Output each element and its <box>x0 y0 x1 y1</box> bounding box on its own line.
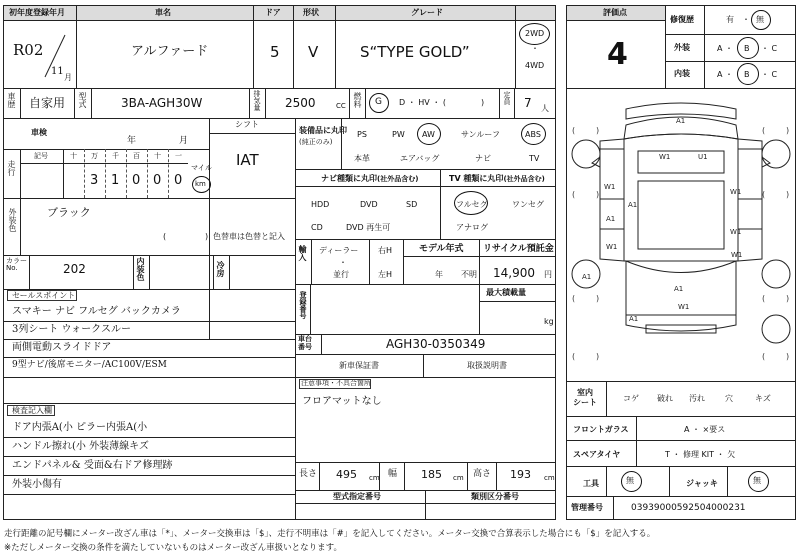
inspector-line-4: 外装小傷有 <box>12 479 62 490</box>
equip-abs: ABS <box>525 130 541 139</box>
color-label: 外装色 <box>8 208 17 232</box>
odometer-digit: 0 <box>153 173 162 188</box>
windshield <box>638 151 724 173</box>
bracket-bl: ( <box>572 294 576 303</box>
first-reg-era: R02 <box>13 41 44 59</box>
doors: 5 <box>270 43 280 61</box>
tv-header: TV 種類に丸印(社外品含む) <box>449 174 545 183</box>
mark-11: W1 <box>731 251 743 259</box>
model-year-unknown: 不明 <box>461 270 477 279</box>
svg-text:): ) <box>596 126 600 135</box>
svg-text:): ) <box>786 352 790 361</box>
notes-value: フロアマットなし <box>302 396 382 407</box>
height: 193 <box>510 468 531 481</box>
exterior-c: ・ C <box>761 44 778 53</box>
navi-hdd: HDD <box>311 200 330 209</box>
shape: V <box>308 43 319 61</box>
shift-label: シフト <box>235 120 259 129</box>
odometer-digit-label: 千 <box>112 152 119 160</box>
svg-text:): ) <box>786 190 790 199</box>
color-note: 色替車は色替と記入 <box>213 232 285 241</box>
interior-label: 内装 <box>674 69 690 78</box>
odometer-digit-label: 百 <box>133 152 140 160</box>
exterior-a: A ・ <box>717 44 734 53</box>
odometer-digit: 3 <box>90 173 99 188</box>
fuel-d: D ・ HV ・ ( <box>399 98 446 107</box>
drive-4wd: 4WD <box>525 61 545 70</box>
person-unit: 人 <box>541 104 549 113</box>
odometer-digit-label: 十 <box>70 152 77 160</box>
interior-sheet-option: 汚れ <box>689 394 705 403</box>
mileage-unit-label: マイル <box>191 164 212 172</box>
navi-dvd: DVD <box>360 200 378 209</box>
mark-9: W1 <box>606 243 618 251</box>
odometer-divider <box>84 149 85 198</box>
odometer-digit: 0 <box>174 173 183 188</box>
import-left-h: 左H <box>378 270 393 279</box>
repair-yes: 有 <box>726 15 734 24</box>
width-label: 幅 <box>388 469 398 479</box>
interior-sheet-option: キズ <box>755 394 771 403</box>
odometer-divider <box>168 149 169 198</box>
mark-10: A1 <box>582 273 592 281</box>
windshield-value: A ・ ×要ス <box>684 425 726 434</box>
door-label: ドア <box>265 8 281 17</box>
warranty: 新車保証書 <box>339 361 379 370</box>
jack-label: ジャッキ <box>686 479 718 488</box>
equip-tv: TV <box>529 154 540 163</box>
cc-unit: CC <box>336 102 346 110</box>
chassis-no: AGH30-0350349 <box>386 337 486 351</box>
width: 185 <box>421 468 442 481</box>
mark-13: W1 <box>678 303 690 311</box>
mark-7: A1 <box>606 215 616 223</box>
navi-header: ナビ種類に丸印(社外品含む) <box>321 174 419 183</box>
tv-analog: アナログ <box>456 223 488 232</box>
notes-label: 注意事項・不具合箇所 <box>301 379 371 387</box>
wheel-rear-right <box>762 260 790 288</box>
mark-5: W1 <box>730 188 742 196</box>
bracket-xl: ( <box>572 352 576 361</box>
tools-label: 工具 <box>583 479 599 488</box>
svg-text:): ) <box>596 190 600 199</box>
interior-a: A ・ <box>717 70 734 79</box>
displacement-label: 排気量 <box>253 90 261 111</box>
usage-label: 車歴 <box>7 92 16 108</box>
height-cm: cm <box>544 474 555 482</box>
navi-sd: SD <box>406 200 418 209</box>
windshield-label: フロントガラス <box>573 425 629 434</box>
kg-unit: kg <box>544 317 554 326</box>
color-no-label: カラー No. <box>6 257 27 272</box>
sales-point-1: スマキー ナビ フルセグ バックカメラ <box>12 306 181 317</box>
equipment-sub: (純正のみ) <box>299 138 333 146</box>
first-reg-month: 11 <box>51 66 64 77</box>
color-paren-close: ) <box>205 232 209 241</box>
drive-2wd: 2WD <box>525 29 545 38</box>
odometer-digit-label: 万 <box>91 152 98 160</box>
mileage-sub: 記号 <box>34 152 48 160</box>
color-no: 202 <box>63 262 86 276</box>
recycle-label: リサイクル預託金 <box>483 244 554 254</box>
grade-label: グレード <box>411 8 443 17</box>
cooler-label: 冷房 <box>216 261 225 277</box>
score-label: 評価点 <box>603 8 627 17</box>
wheel-front-right <box>762 140 790 168</box>
interior-sheet-option: 穴 <box>725 394 733 403</box>
repair-no: 無 <box>756 15 764 24</box>
equip-airbag: エアバッグ <box>400 154 440 163</box>
odometer-digit: 0 <box>132 173 141 188</box>
equip-pw: PW <box>392 130 405 139</box>
month-unit: 月 <box>64 73 72 82</box>
score: 4 <box>607 37 628 72</box>
equipment-label: 装備品に丸印 <box>299 126 347 135</box>
import-label: 輸入 <box>298 245 307 261</box>
import-parallel: 並行 <box>333 270 349 279</box>
interior-b: B <box>744 70 750 79</box>
inspection-label: 車検 <box>31 128 47 137</box>
spare-label: スペアタイヤ <box>573 450 621 459</box>
displacement: 2500 <box>285 96 316 110</box>
bracket-tr: ( <box>762 126 766 135</box>
model: 3BA-AGH30W <box>121 96 203 110</box>
inspection-year: 年 <box>127 136 137 146</box>
color-value: ブラック <box>47 206 91 219</box>
inspector-tag <box>7 405 55 416</box>
height-label: 高さ <box>473 469 492 479</box>
max-load-label: 最大積載量 <box>486 288 526 297</box>
odometer-divider <box>126 149 127 198</box>
svg-text:): ) <box>786 294 790 303</box>
shift: IAT <box>236 151 259 169</box>
notes-tag <box>299 379 371 389</box>
mark-4: A1 <box>628 201 638 209</box>
length-label: 長さ <box>299 469 318 479</box>
car-damage-diagram <box>566 89 796 381</box>
repair-label: 修復歴 <box>670 15 694 24</box>
length: 495 <box>336 468 357 481</box>
exterior-b: B <box>744 44 750 53</box>
sales-point-3: 両側電動スライドドア <box>12 342 112 353</box>
sales-points-tag <box>7 290 77 301</box>
jack-value: 無 <box>753 476 761 485</box>
bracket-tl: ( <box>572 126 576 135</box>
interior-sheet-label: 室内 シート <box>573 388 597 408</box>
interior-sheet-option: コゲ <box>623 394 639 403</box>
footer-line-2: ※ただしメーター交換の条件を満たしていないものはメーター改ざん車扱いとなります。 <box>4 543 342 553</box>
length-cm: cm <box>369 474 380 482</box>
repair-dot: ・ <box>742 15 750 24</box>
bracket-ml: ( <box>572 190 576 199</box>
odometer-divider <box>105 149 106 198</box>
body-pillars <box>624 139 738 261</box>
mark-3: U1 <box>698 153 708 161</box>
odometer-divider <box>147 149 148 198</box>
shape-label: 形状 <box>303 8 319 17</box>
grade: S“TYPE GOLD” <box>360 43 470 61</box>
width-cm: cm <box>453 474 464 482</box>
mark-12: A1 <box>674 285 684 293</box>
navi-cd: CD <box>311 223 323 232</box>
car-name-label: 車名 <box>155 8 171 17</box>
svg-text:): ) <box>596 352 600 361</box>
equip-ps: PS <box>357 130 367 139</box>
first-reg-label: 初年度登録年月 <box>9 8 65 17</box>
yen-unit: 円 <box>544 270 552 279</box>
drive-sep: ・ <box>531 44 539 53</box>
mark-1: A1 <box>676 117 686 125</box>
fuel-g: G <box>375 97 382 107</box>
equip-aw: AW <box>422 130 435 139</box>
manual: 取扱説明書 <box>467 361 507 370</box>
odometer-digit-label: 十 <box>154 152 161 160</box>
auction-sheet <box>3 5 796 520</box>
color-paren-open: ( <box>163 232 167 241</box>
footer-line-1: 走行距離の記号欄にメーター改ざん車は「*」、メーター交換車は「$」、走行不明車は「#」を記入してください。メーター交換で合算表示した場合にも「$」を記入する。 <box>4 529 656 539</box>
model-year-label: モデル年式 <box>419 244 464 254</box>
sales-points-label: セールスポイント <box>12 291 76 300</box>
import-dealer: ディーラー <box>319 246 359 255</box>
equip-navi: ナビ <box>475 154 491 163</box>
capacity: 7 <box>524 96 532 110</box>
mgmt-no: 03939000592504000231 <box>631 503 746 513</box>
interior-color-label: 内装色 <box>136 257 145 281</box>
rear-plate <box>646 325 716 333</box>
type-designation-label: 型式指定番号 <box>333 492 381 501</box>
exterior-label: 外装 <box>674 43 690 52</box>
model-year-unit: 年 <box>435 270 443 279</box>
import-dealer-dot: ・ <box>339 258 347 267</box>
capacity-label: 定員 <box>503 91 511 105</box>
wheel-spare <box>762 315 790 343</box>
inspector-line-1: ドア内張A(小 ピラー内張A(小 <box>12 422 148 433</box>
interior-sheet-option: 破れ <box>657 394 673 403</box>
bracket-br: ( <box>762 294 766 303</box>
tv-fullseg: フルセグ <box>456 200 488 209</box>
reg-no-label: 登録番号 <box>299 291 307 319</box>
category-label: 類別区分番号 <box>471 492 519 501</box>
km-unit: km <box>195 180 206 188</box>
car-name: アルファード <box>131 44 209 59</box>
fuel-close: ) <box>481 98 485 107</box>
mirrors <box>592 157 770 167</box>
spare-value: T ・ 修理 KIT ・ 欠 <box>665 450 736 459</box>
inspector-line-2: ハンドル擦れ(小 外装薄線キズ <box>12 441 149 452</box>
tools-value: 無 <box>626 476 634 485</box>
mark-2: W1 <box>659 153 671 161</box>
bracket-mr: ( <box>762 190 766 199</box>
roof-panel <box>638 181 724 249</box>
mgmt-label: 管理番号 <box>571 503 603 512</box>
mileage-label: 走行 <box>7 160 16 176</box>
equip-leather: 本革 <box>354 154 370 163</box>
chassis-label: 車台 番号 <box>298 335 312 352</box>
tv-oneseg: ワンセグ <box>512 200 544 209</box>
equip-sunroof: サンルーフ <box>461 130 500 139</box>
svg-text:): ) <box>786 126 790 135</box>
usage: 自家用 <box>29 96 66 110</box>
recycle-value: 14,900 <box>493 266 535 280</box>
odometer-digit: 1 <box>111 173 120 188</box>
rear-bumper <box>626 315 736 331</box>
inspector-label: 検査記入欄 <box>12 406 52 415</box>
sales-point-2: 3列シート ウォークスルー <box>12 324 132 335</box>
import-right-h: 右H <box>378 246 393 255</box>
inspector-line-3: エンドパネル& 受面&右ドア修理跡 <box>12 460 173 471</box>
fuel-label: 燃料 <box>353 92 362 108</box>
mark-8: W1 <box>730 228 742 236</box>
mark-6: W1 <box>604 183 616 191</box>
odometer-digit-label: 一 <box>175 152 182 160</box>
sales-point-4: 9型ナビ/後席モニター/AC100V/ESM <box>12 360 167 370</box>
navi-dvd-play: DVD 再生可 <box>346 223 391 232</box>
mark-14: A1 <box>629 315 639 323</box>
bracket-xr: ( <box>762 352 766 361</box>
interior-c: ・ C <box>761 70 778 79</box>
wheel-front-left <box>572 140 600 168</box>
model-label: 型式 <box>78 92 87 108</box>
inspection-month: 月 <box>179 136 189 146</box>
svg-text:): ) <box>596 294 600 303</box>
